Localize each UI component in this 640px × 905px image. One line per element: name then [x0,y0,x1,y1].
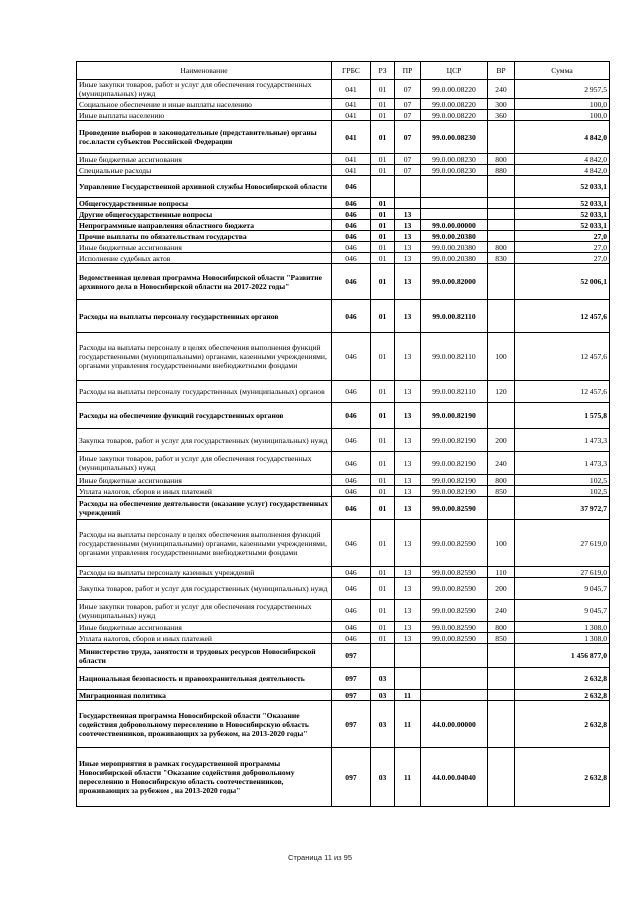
cell-grbs: 046 [332,633,371,644]
cell-vr [488,176,515,198]
cell-name: Миграционная политика [77,690,332,701]
table-row [77,668,610,690]
cell-csr: 99.0.00.82590 [421,622,488,633]
cell-grbs: 097 [332,644,371,668]
table-row [77,220,610,231]
cell-csr [421,198,488,209]
cell-vr: 100 [488,520,515,567]
col-header-csr: ЦСР [421,62,488,80]
cell-pr: 07 [395,99,421,110]
cell-rz: 01 [371,99,395,110]
cell-vr: 800 [488,154,515,165]
cell-vr [488,231,515,242]
cell-grbs: 046 [332,520,371,567]
cell-pr: 13 [395,253,421,264]
cell-vr: 120 [488,381,515,403]
cell-csr [421,644,488,668]
cell-sum: 9 045,7 [515,600,610,622]
cell-rz: 01 [371,622,395,633]
table-row [77,475,610,486]
cell-pr: 13 [395,231,421,242]
cell-sum: 27 619,0 [515,567,610,578]
table-row [77,80,610,99]
cell-vr: 800 [488,475,515,486]
cell-rz [371,176,395,198]
cell-vr: 110 [488,567,515,578]
cell-csr: 99.0.00.82590 [421,567,488,578]
cell-rz: 01 [371,154,395,165]
cell-rz: 01 [371,165,395,176]
cell-sum: 102,5 [515,475,610,486]
cell-rz: 01 [371,242,395,253]
cell-csr [421,176,488,198]
cell-pr: 07 [395,80,421,99]
col-header-vr: ВР [488,62,515,80]
cell-pr: 07 [395,165,421,176]
cell-rz: 01 [371,497,395,520]
cell-rz: 01 [371,520,395,567]
cell-name: Проведение выборов в законодательные (представительные) органы гос.власти субъектов Российской Федерации [77,121,332,154]
cell-csr: 99.0.00.82590 [421,600,488,622]
cell-sum: 52 033,1 [515,220,610,231]
cell-name: Прочие выплаты по обязательствам государства [77,231,332,242]
cell-csr: 99.0.00.82110 [421,381,488,403]
cell-name: Расходы на выплаты персоналу в целях обеспечения выполнения функций государственными (муниципальными) органами, казенными учреждениями, органами управления государственными внебюджетными фондами [77,333,332,381]
cell-vr: 830 [488,253,515,264]
cell-sum: 27,0 [515,242,610,253]
cell-pr: 13 [395,220,421,231]
cell-rz: 01 [371,633,395,644]
page-number: Страница 11 из 95 [288,853,352,862]
cell-name: Иные выплаты населению [77,110,332,121]
cell-csr: 99.0.00.82190 [421,486,488,497]
cell-csr [421,209,488,220]
cell-grbs: 041 [332,154,371,165]
cell-csr: 99.0.00.08220 [421,99,488,110]
cell-sum: 102,5 [515,486,610,497]
cell-grbs: 046 [332,209,371,220]
cell-sum: 100,0 [515,110,610,121]
cell-pr [395,668,421,690]
table-row [77,701,610,748]
cell-vr: 300 [488,99,515,110]
cell-name: Другие общегосударственные вопросы [77,209,332,220]
cell-csr: 99.0.00.82110 [421,300,488,333]
cell-name: Закупка товаров, работ и услуг для государственных (муниципальных) нужд [77,429,332,452]
cell-pr: 13 [395,520,421,567]
cell-sum: 100,0 [515,99,610,110]
table-header-row [77,62,610,80]
table-row [77,497,610,520]
cell-rz: 01 [371,110,395,121]
cell-csr: 99.0.00.00000 [421,220,488,231]
cell-grbs: 041 [332,121,371,154]
cell-grbs: 041 [332,110,371,121]
cell-csr: 99.0.00.82590 [421,578,488,600]
cell-pr: 13 [395,452,421,475]
cell-rz: 01 [371,300,395,333]
cell-sum: 1 308,0 [515,633,610,644]
cell-csr: 99.0.00.82190 [421,475,488,486]
cell-csr: 44.0.00.04040 [421,748,488,807]
table-row [77,690,610,701]
cell-sum: 2 632,8 [515,668,610,690]
cell-name: Иные бюджетные ассигнования [77,154,332,165]
cell-grbs: 046 [332,253,371,264]
table-row [77,110,610,121]
col-header-sum: Сумма [515,62,610,80]
cell-name: Расходы на выплаты персоналу в целях обеспечения выполнения функций государственными (муниципальными) органами, казенными учреждениями, органами управления государственными внебюджетными фондами [77,520,332,567]
cell-grbs: 046 [332,497,371,520]
table-row [77,300,610,333]
cell-csr: 99.0.00.08220 [421,110,488,121]
cell-rz: 03 [371,748,395,807]
table-row [77,600,610,622]
cell-vr [488,264,515,300]
cell-grbs: 046 [332,475,371,486]
table-row [77,198,610,209]
cell-rz [371,644,395,668]
cell-sum: 12 457,6 [515,300,610,333]
cell-rz: 01 [371,600,395,622]
table-row [77,231,610,242]
cell-csr: 99.0.00.82110 [421,333,488,381]
col-header-rz: РЗ [371,62,395,80]
table-row [77,264,610,300]
cell-sum: 9 045,7 [515,578,610,600]
cell-csr: 99.0.00.82590 [421,497,488,520]
cell-sum: 1 575,8 [515,403,610,429]
cell-pr [395,198,421,209]
cell-name: Министерство труда, занятости и трудовых ресурсов Новосибирской области [77,644,332,668]
cell-rz: 01 [371,231,395,242]
cell-grbs: 097 [332,748,371,807]
table-body [77,80,610,807]
cell-pr: 13 [395,333,421,381]
cell-csr [421,690,488,701]
col-header-name: Наименование [77,62,332,80]
cell-csr: 99.0.00.82190 [421,403,488,429]
cell-name: Расходы на выплаты персоналу казенных учреждений [77,567,332,578]
cell-csr: 99.0.00.20380 [421,253,488,264]
cell-pr: 13 [395,578,421,600]
cell-grbs: 046 [332,452,371,475]
cell-name: Расходы на выплаты персоналу государственных органов [77,300,332,333]
table-row [77,209,610,220]
cell-name: Уплата налогов, сборов и иных платежей [77,633,332,644]
cell-rz: 01 [371,475,395,486]
cell-sum: 12 457,6 [515,381,610,403]
cell-name: Социальное обеспечение и иные выплаты населению [77,99,332,110]
cell-csr: 99.0.00.20380 [421,242,488,253]
cell-name: Общегосударственные вопросы [77,198,332,209]
cell-vr [488,403,515,429]
cell-name: Иные бюджетные ассигнования [77,475,332,486]
table-row [77,578,610,600]
cell-name: Национальная безопасность и правоохранительная деятельность [77,668,332,690]
cell-pr: 07 [395,154,421,165]
cell-vr [488,701,515,748]
cell-vr: 240 [488,80,515,99]
cell-sum: 12 457,6 [515,333,610,381]
cell-name: Расходы на обеспечение деятельности (оказание услуг) государственных учреждений [77,497,332,520]
cell-vr: 850 [488,633,515,644]
cell-name: Иные бюджетные ассигнования [77,622,332,633]
cell-name: Иные закупки товаров, работ и услуг для обеспечения государственных (муниципальных) нужд [77,452,332,475]
cell-sum: 1 473,3 [515,452,610,475]
cell-name: Иные бюджетные ассигнования [77,242,332,253]
cell-name: Государственная программа Новосибирской области "Оказание содействия добровольному переселению в Новосибирскую область соотечественников, проживающих за рубежом, на 2013-2020 годы" [77,701,332,748]
cell-pr: 11 [395,701,421,748]
cell-pr: 13 [395,486,421,497]
cell-csr: 99.0.00.82000 [421,264,488,300]
cell-grbs: 046 [332,176,371,198]
cell-sum: 1 473,3 [515,429,610,452]
cell-csr: 99.0.00.08230 [421,154,488,165]
cell-pr: 07 [395,110,421,121]
table-row [77,333,610,381]
cell-pr: 13 [395,475,421,486]
cell-pr: 13 [395,300,421,333]
cell-sum: 52 033,1 [515,198,610,209]
cell-csr: 99.0.00.08230 [421,165,488,176]
cell-vr: 240 [488,600,515,622]
cell-rz: 03 [371,668,395,690]
cell-rz: 01 [371,264,395,300]
col-header-pr: ПР [395,62,421,80]
cell-sum: 1 456 877,0 [515,644,610,668]
cell-vr [488,644,515,668]
table-row [77,176,610,198]
cell-name: Расходы на выплаты персоналу государственных (муниципальных) органов [77,381,332,403]
cell-vr: 850 [488,486,515,497]
col-header-grbs: ГРБС [332,62,371,80]
table-row [77,429,610,452]
cell-grbs: 046 [332,381,371,403]
cell-vr [488,748,515,807]
cell-vr [488,668,515,690]
cell-pr: 13 [395,403,421,429]
cell-name: Иные закупки товаров, работ и услуг для обеспечения государственных (муниципальных) нужд [77,80,332,99]
cell-rz: 01 [371,209,395,220]
cell-sum: 2 632,8 [515,701,610,748]
cell-rz: 03 [371,690,395,701]
cell-csr: 99.0.00.82590 [421,520,488,567]
cell-rz: 01 [371,567,395,578]
cell-grbs: 046 [332,600,371,622]
cell-pr: 13 [395,242,421,253]
cell-grbs: 046 [332,403,371,429]
cell-sum: 52 033,1 [515,176,610,198]
cell-pr: 13 [395,429,421,452]
cell-name: Расходы на обеспечение функций государственных органов [77,403,332,429]
cell-csr: 99.0.00.08220 [421,80,488,99]
cell-sum: 4 842,0 [515,154,610,165]
cell-vr: 200 [488,429,515,452]
cell-pr [395,644,421,668]
cell-rz: 01 [371,452,395,475]
cell-vr: 800 [488,622,515,633]
cell-grbs: 041 [332,80,371,99]
cell-grbs: 046 [332,622,371,633]
cell-rz: 01 [371,80,395,99]
table-row [77,633,610,644]
cell-grbs: 046 [332,578,371,600]
cell-sum: 37 972,7 [515,497,610,520]
cell-csr: 99.0.00.82190 [421,452,488,475]
cell-name: Ведомственная целевая программа Новосибирской области "Развитие архивного дела в Новосибирской области на 2017-2022 годы" [77,264,332,300]
cell-csr [421,668,488,690]
cell-grbs: 046 [332,264,371,300]
cell-pr [395,176,421,198]
cell-csr: 99.0.00.82590 [421,633,488,644]
cell-rz: 03 [371,701,395,748]
cell-pr: 13 [395,381,421,403]
cell-vr: 360 [488,110,515,121]
cell-sum: 1 308,0 [515,622,610,633]
cell-vr [488,209,515,220]
cell-sum: 2 957,5 [515,80,610,99]
cell-rz: 01 [371,333,395,381]
cell-sum: 27 619,0 [515,520,610,567]
cell-sum: 27,0 [515,253,610,264]
cell-pr: 13 [395,633,421,644]
cell-grbs: 046 [332,429,371,452]
table-row [77,452,610,475]
table-row [77,253,610,264]
table-row [77,748,610,807]
cell-grbs: 046 [332,567,371,578]
cell-rz: 01 [371,381,395,403]
cell-rz: 01 [371,578,395,600]
cell-grbs: 046 [332,198,371,209]
cell-name: Иные мероприятия в рамках государственной программы Новосибирской области "Оказание содействия добровольному переселению в Новосибирскую область соотечественников, проживающих за рубежом , на 2013-2020 годы" [77,748,332,807]
table-row [77,154,610,165]
table-row [77,403,610,429]
table-row [77,567,610,578]
cell-grbs: 041 [332,165,371,176]
cell-vr: 880 [488,165,515,176]
cell-vr [488,121,515,154]
cell-grbs: 041 [332,99,371,110]
cell-grbs: 097 [332,690,371,701]
cell-sum: 2 632,8 [515,748,610,807]
table-row [77,644,610,668]
cell-vr: 100 [488,333,515,381]
cell-vr [488,198,515,209]
cell-grbs: 046 [332,220,371,231]
budget-table [76,61,610,807]
cell-rz: 01 [371,220,395,231]
cell-sum: 27,0 [515,231,610,242]
cell-name: Уплата налогов, сборов и иных платежей [77,486,332,497]
cell-grbs: 046 [332,300,371,333]
table-row [77,520,610,567]
cell-vr: 800 [488,242,515,253]
cell-rz: 01 [371,121,395,154]
cell-pr: 11 [395,748,421,807]
cell-name: Исполнение судебных актов [77,253,332,264]
cell-pr: 13 [395,622,421,633]
cell-name: Закупка товаров, работ и услуг для государственных (муниципальных) нужд [77,578,332,600]
cell-rz: 01 [371,198,395,209]
cell-pr: 13 [395,600,421,622]
cell-rz: 01 [371,429,395,452]
cell-grbs: 046 [332,231,371,242]
cell-pr: 07 [395,121,421,154]
cell-rz: 01 [371,486,395,497]
cell-name: Специальные расходы [77,165,332,176]
table-row [77,121,610,154]
cell-grbs: 046 [332,242,371,253]
cell-csr: 99.0.00.08230 [421,121,488,154]
cell-name: Управление Государственной архивной службы Новосибирской области [77,176,332,198]
cell-grbs: 097 [332,668,371,690]
cell-vr: 240 [488,452,515,475]
cell-rz: 01 [371,253,395,264]
cell-sum: 52 033,1 [515,209,610,220]
cell-name: Иные закупки товаров, работ и услуг для обеспечения государственных (муниципальных) нужд [77,600,332,622]
cell-vr [488,300,515,333]
cell-sum: 2 632,8 [515,690,610,701]
cell-name: Непрограммные направления областного бюджета [77,220,332,231]
cell-sum: 52 006,1 [515,264,610,300]
table-row [77,381,610,403]
cell-pr: 13 [395,567,421,578]
cell-vr [488,690,515,701]
cell-pr: 11 [395,690,421,701]
table-row [77,165,610,176]
cell-sum: 4 842,0 [515,165,610,176]
cell-pr: 13 [395,264,421,300]
cell-rz: 01 [371,403,395,429]
cell-csr: 99.0.00.82190 [421,429,488,452]
table-row [77,622,610,633]
table-row [77,99,610,110]
cell-csr: 99.0.00.20380 [421,231,488,242]
cell-grbs: 046 [332,486,371,497]
cell-sum: 4 842,0 [515,121,610,154]
table-row [77,242,610,253]
cell-vr [488,220,515,231]
cell-pr: 13 [395,209,421,220]
cell-vr: 200 [488,578,515,600]
cell-grbs: 097 [332,701,371,748]
cell-pr: 13 [395,497,421,520]
table-row [77,486,610,497]
cell-csr: 44.0.00.00000 [421,701,488,748]
cell-grbs: 046 [332,333,371,381]
cell-vr [488,497,515,520]
